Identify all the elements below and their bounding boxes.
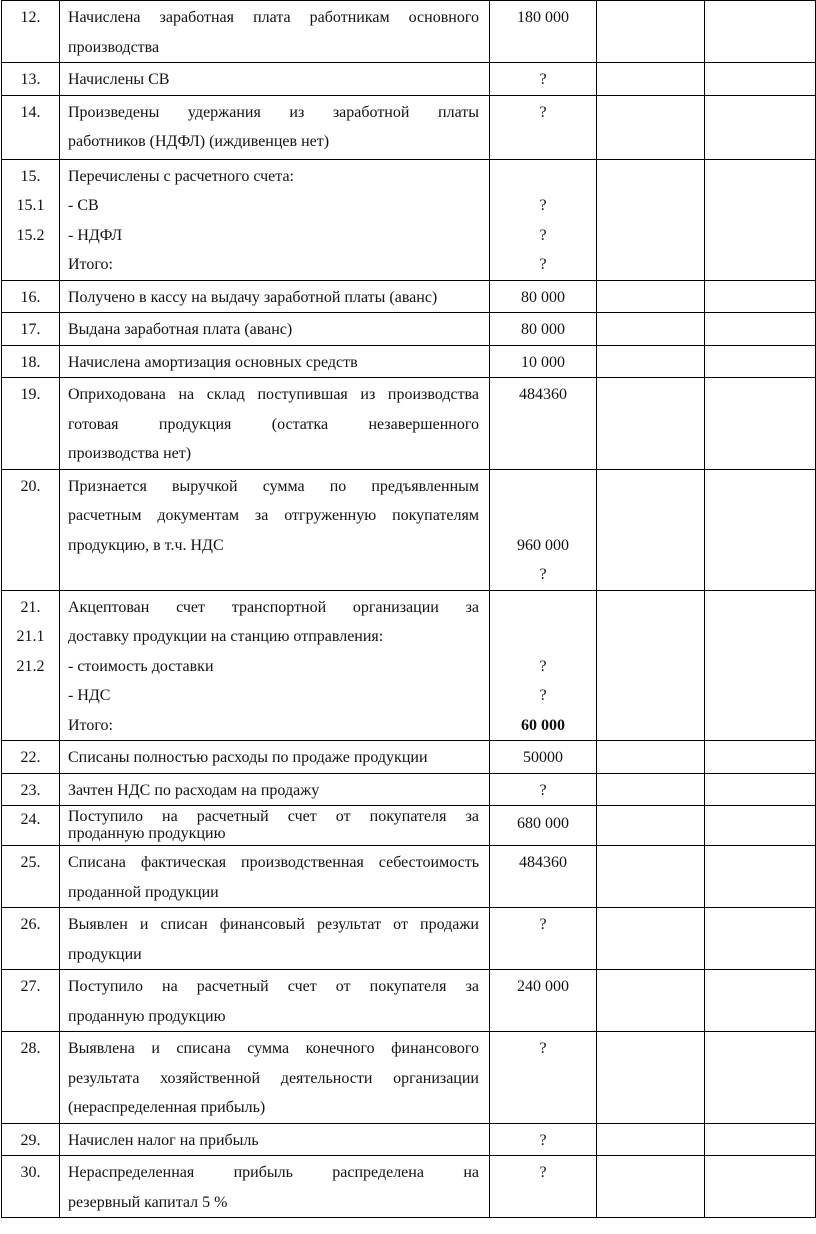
credit-cell [705,1032,816,1124]
row-number: 27. [2,970,60,1032]
table-row [2,908,816,970]
table-row [2,1032,816,1124]
debit-cell [597,313,705,346]
table-row [2,741,816,774]
table-row [2,63,816,96]
credit-cell [705,741,816,774]
amount-cell: ? [490,1032,597,1124]
row-number: 17. [2,313,60,346]
amount-cell: ? ? ? [490,159,597,280]
table-row [2,159,816,280]
amount-cell: 960 000 ? [490,469,597,590]
table-row [2,313,816,346]
row-number: 13. [2,63,60,96]
row-number: 15. 15.1 15.2 [2,159,60,280]
table-row [2,280,816,313]
amount-cell: 680 000 [490,806,597,846]
table-row [2,806,816,846]
credit-cell [705,95,816,159]
row-number: 16. [2,280,60,313]
debit-cell [597,1,705,63]
row-number: 12. [2,1,60,63]
operation-description: Начислены СВ [60,63,490,96]
operation-description: Акцептован счет транспортной организации за доставку продукции на станцию отправления: - стоимость доставки - НДС Итого: [60,590,490,741]
table-row [2,469,816,590]
row-number: 18. [2,345,60,378]
operation-description: Списана фактическая производственная себестоимость проданной продукции [60,846,490,908]
amount-cell: 484360 [490,378,597,470]
row-number: 14. [2,95,60,159]
amount-cell: ? [490,1156,597,1218]
credit-cell [705,345,816,378]
row-number: 30. [2,1156,60,1218]
operation-description: Перечислены с расчетного счета: - СВ - НДФЛ Итого: [60,159,490,280]
operation-description: Начислена амортизация основных средств [60,345,490,378]
debit-cell [597,1123,705,1156]
amount-cell: ? ? 60 000 [490,590,597,741]
debit-cell [597,1156,705,1218]
row-number: 26. [2,908,60,970]
credit-cell [705,1,816,63]
amount-cell: 240 000 [490,970,597,1032]
operation-description: Нераспределенная прибыль распределена на резервный капитал 5 % [60,1156,490,1218]
operation-description: Выявлен и списан финансовый результат от продажи продукции [60,908,490,970]
row-number: 19. [2,378,60,470]
row-number: 20. [2,469,60,590]
table-row [2,345,816,378]
credit-cell [705,159,816,280]
amount-cell: 180 000 [490,1,597,63]
debit-cell [597,159,705,280]
amount-cell: ? [490,773,597,806]
debit-cell [597,741,705,774]
operation-description: Зачтен НДС по расходам на продажу [60,773,490,806]
operation-description: Выявлена и списана сумма конечного финансового результата хозяйственной деятельности организации (нераспределенная прибыль) [60,1032,490,1124]
table-row [2,970,816,1032]
credit-cell [705,280,816,313]
amount-cell: ? [490,95,597,159]
operation-description: Оприходована на склад поступившая из производства готовая продукция (остатка незавершенного производства нет) [60,378,490,470]
debit-cell [597,63,705,96]
amount-cell: ? [490,63,597,96]
table-row [2,846,816,908]
row-number: 23. [2,773,60,806]
row-number: 28. [2,1032,60,1124]
credit-cell [705,313,816,346]
operation-description: Признается выручкой сумма по предъявленным расчетным документам за отгруженную покупателям продукцию, в т.ч. НДС [60,469,490,590]
credit-cell [705,1156,816,1218]
credit-cell [705,970,816,1032]
amount-cell: ? [490,1123,597,1156]
operation-description: Произведены удержания из заработной платы работников (НДФЛ) (иждивенцев нет) [60,95,490,159]
credit-cell [705,908,816,970]
debit-cell [597,846,705,908]
credit-cell [705,378,816,470]
debit-cell [597,773,705,806]
debit-cell [597,378,705,470]
debit-cell [597,806,705,846]
amount-cell: 484360 [490,846,597,908]
amount-cell: 50000 [490,741,597,774]
table-row [2,590,816,741]
table-row [2,1123,816,1156]
credit-cell [705,469,816,590]
operation-description: Выдана заработная плата (аванс) [60,313,490,346]
table-row [2,773,816,806]
table-row [2,378,816,470]
debit-cell [597,95,705,159]
row-number: 29. [2,1123,60,1156]
row-number: 25. [2,846,60,908]
credit-cell [705,63,816,96]
row-number: 22. [2,741,60,774]
operation-description: Поступило на расчетный счет от покупателя за проданную продукцию [60,970,490,1032]
debit-cell [597,1032,705,1124]
operation-description: Начислен налог на прибыль [60,1123,490,1156]
operation-description: Начислена заработная плата работникам основного производства [60,1,490,63]
credit-cell [705,1123,816,1156]
operations-table [1,0,816,1218]
operation-description: Получено в кассу на выдачу заработной платы (аванс) [60,280,490,313]
row-number: 21. 21.1 21.2 [2,590,60,741]
credit-cell [705,773,816,806]
table-row [2,1,816,63]
amount-cell: 10 000 [490,345,597,378]
credit-cell [705,806,816,846]
amount-cell: 80 000 [490,313,597,346]
debit-cell [597,970,705,1032]
debit-cell [597,469,705,590]
credit-cell [705,846,816,908]
debit-cell [597,280,705,313]
table-row [2,1156,816,1218]
debit-cell [597,345,705,378]
debit-cell [597,590,705,741]
row-number: 24. [2,806,60,846]
credit-cell [705,590,816,741]
amount-cell: 80 000 [490,280,597,313]
operation-description: Списаны полностью расходы по продаже продукции [60,741,490,774]
amount-cell: ? [490,908,597,970]
table-row [2,95,816,159]
operation-description: Поступило на расчетный счет от покупателя за проданную продукцию [60,806,490,846]
debit-cell [597,908,705,970]
